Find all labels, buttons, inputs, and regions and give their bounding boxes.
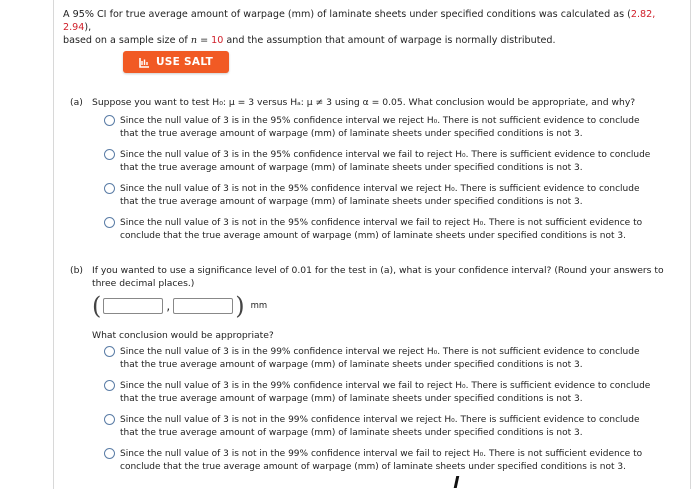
close-paren: ) bbox=[235, 292, 245, 320]
radio-button[interactable] bbox=[104, 183, 115, 194]
conclusion-prompt: What conclusion would be appropriate? bbox=[92, 330, 274, 341]
option-text-line1: Since the null value of 3 is in the 95% confidence interval we reject H₀. There is not sufficient evidence to conclude bbox=[120, 116, 640, 126]
option-text-line2: conclude that the true average amount of warpage (mm) of laminate sheets under specified conditions is not 3. bbox=[120, 230, 626, 241]
part-a-label: (a) bbox=[70, 97, 83, 108]
part-a-option-3[interactable] bbox=[104, 183, 684, 208]
part-a-question: Suppose you want to test H₀: μ = 3 versus Hₐ: μ ≠ 3 using α = 0.05. What conclusion would be appropriate, and why? bbox=[92, 97, 636, 108]
ci-lower-input[interactable] bbox=[103, 298, 163, 314]
radio-button[interactable] bbox=[104, 217, 115, 228]
ci-upper-input[interactable] bbox=[173, 298, 233, 314]
ci-unit: mm bbox=[250, 301, 268, 311]
radio-button[interactable] bbox=[104, 149, 115, 160]
ci-high-value: 2.94 bbox=[63, 22, 85, 33]
part-b-label: (b) bbox=[70, 265, 84, 276]
part-b-question-line2: three decimal places.) bbox=[92, 277, 195, 289]
part-b-option-1[interactable] bbox=[104, 346, 684, 371]
intro-text-1: A 95% CI for true average amount of warpage (mm) of laminate sheets under specified conditions was calculated as ( bbox=[63, 9, 631, 20]
part-b-question-line1: If you wanted to use a significance level of 0.01 for the test in (a), what is your confidence interval? (Round your answers to bbox=[92, 265, 664, 276]
part-a-option-2[interactable] bbox=[104, 149, 684, 174]
intro-text-1-end: ), bbox=[84, 22, 92, 33]
option-text-line2: that the true average amount of warpage (mm) of laminate sheets under specified conditions is not 3. bbox=[120, 427, 583, 438]
radio-button[interactable] bbox=[104, 448, 115, 459]
n-equals: = bbox=[197, 35, 212, 46]
option-text-line2: conclude that the true average amount of warpage (mm) of laminate sheets under specified conditions is not 3. bbox=[120, 461, 626, 472]
option-text-line2: that the true average amount of warpage (mm) of laminate sheets under specified conditions is not 3. bbox=[120, 359, 583, 370]
ci-low-value: 2.82 bbox=[630, 9, 653, 20]
option-text-line2: that the true average amount of warpage (mm) of laminate sheets under specified conditions is not 3. bbox=[120, 128, 583, 139]
part-b-question bbox=[92, 265, 682, 290]
option-text-line2: that the true average amount of warpage (mm) of laminate sheets under specified conditions is not 3. bbox=[120, 196, 583, 207]
part-b-option-3[interactable] bbox=[104, 414, 684, 439]
part-a-option-4[interactable] bbox=[104, 217, 684, 242]
option-text-line1: Since the null value of 3 is not in the 95% confidence interval we reject H₀. There is sufficient evidence to conclude bbox=[120, 184, 640, 194]
option-text-line1: Since the null value of 3 is in the 95% confidence interval we fail to reject H₀. There is sufficient evidence to conclude bbox=[120, 150, 651, 160]
option-text-line2: that the true average amount of warpage (mm) of laminate sheets under specified conditions is not 3. bbox=[120, 162, 583, 173]
ci-comma: , bbox=[166, 299, 171, 313]
intro-text-2: based on a sample size of bbox=[63, 35, 191, 46]
radio-button[interactable] bbox=[104, 346, 115, 357]
use-salt-label: USE SALT bbox=[155, 56, 214, 68]
option-text-line1: Since the null value of 3 is not in the 99% confidence interval we reject H₀. There is sufficient evidence to conclude bbox=[120, 415, 640, 425]
salt-chart-icon bbox=[139, 57, 150, 68]
use-salt-button[interactable] bbox=[123, 51, 229, 73]
option-text-line1: Since the null value of 3 is in the 99% confidence interval we fail to reject H₀. There is sufficient evidence to conclude bbox=[120, 381, 651, 391]
open-paren: ( bbox=[92, 292, 102, 320]
part-b-option-4[interactable] bbox=[104, 448, 684, 473]
ci-separator: , bbox=[652, 9, 656, 20]
intro-text-2-end: and the assumption that amount of warpage is normally distributed. bbox=[223, 35, 556, 46]
confidence-interval-row bbox=[92, 293, 267, 319]
option-text-line1: Since the null value of 3 is not in the 99% confidence interval we fail to reject H₀. There is not sufficient evidence to bbox=[120, 449, 643, 459]
part-a-option-1[interactable] bbox=[104, 115, 684, 140]
radio-button[interactable] bbox=[104, 380, 115, 391]
option-text-line1: Since the null value of 3 is in the 99% confidence interval we reject H₀. There is not sufficient evidence to conclude bbox=[120, 347, 640, 357]
option-text-line1: Since the null value of 3 is not in the 95% confidence interval we fail to reject H₀. There is not sufficient evidence to bbox=[120, 218, 643, 228]
n-variable: n bbox=[190, 35, 198, 46]
radio-button[interactable] bbox=[104, 115, 115, 126]
part-b-option-2[interactable] bbox=[104, 380, 684, 405]
problem-intro bbox=[63, 8, 683, 47]
n-value: 10 bbox=[211, 35, 224, 46]
radio-button[interactable] bbox=[104, 414, 115, 425]
option-text-line2: that the true average amount of warpage (mm) of laminate sheets under specified conditions is not 3. bbox=[120, 393, 583, 404]
